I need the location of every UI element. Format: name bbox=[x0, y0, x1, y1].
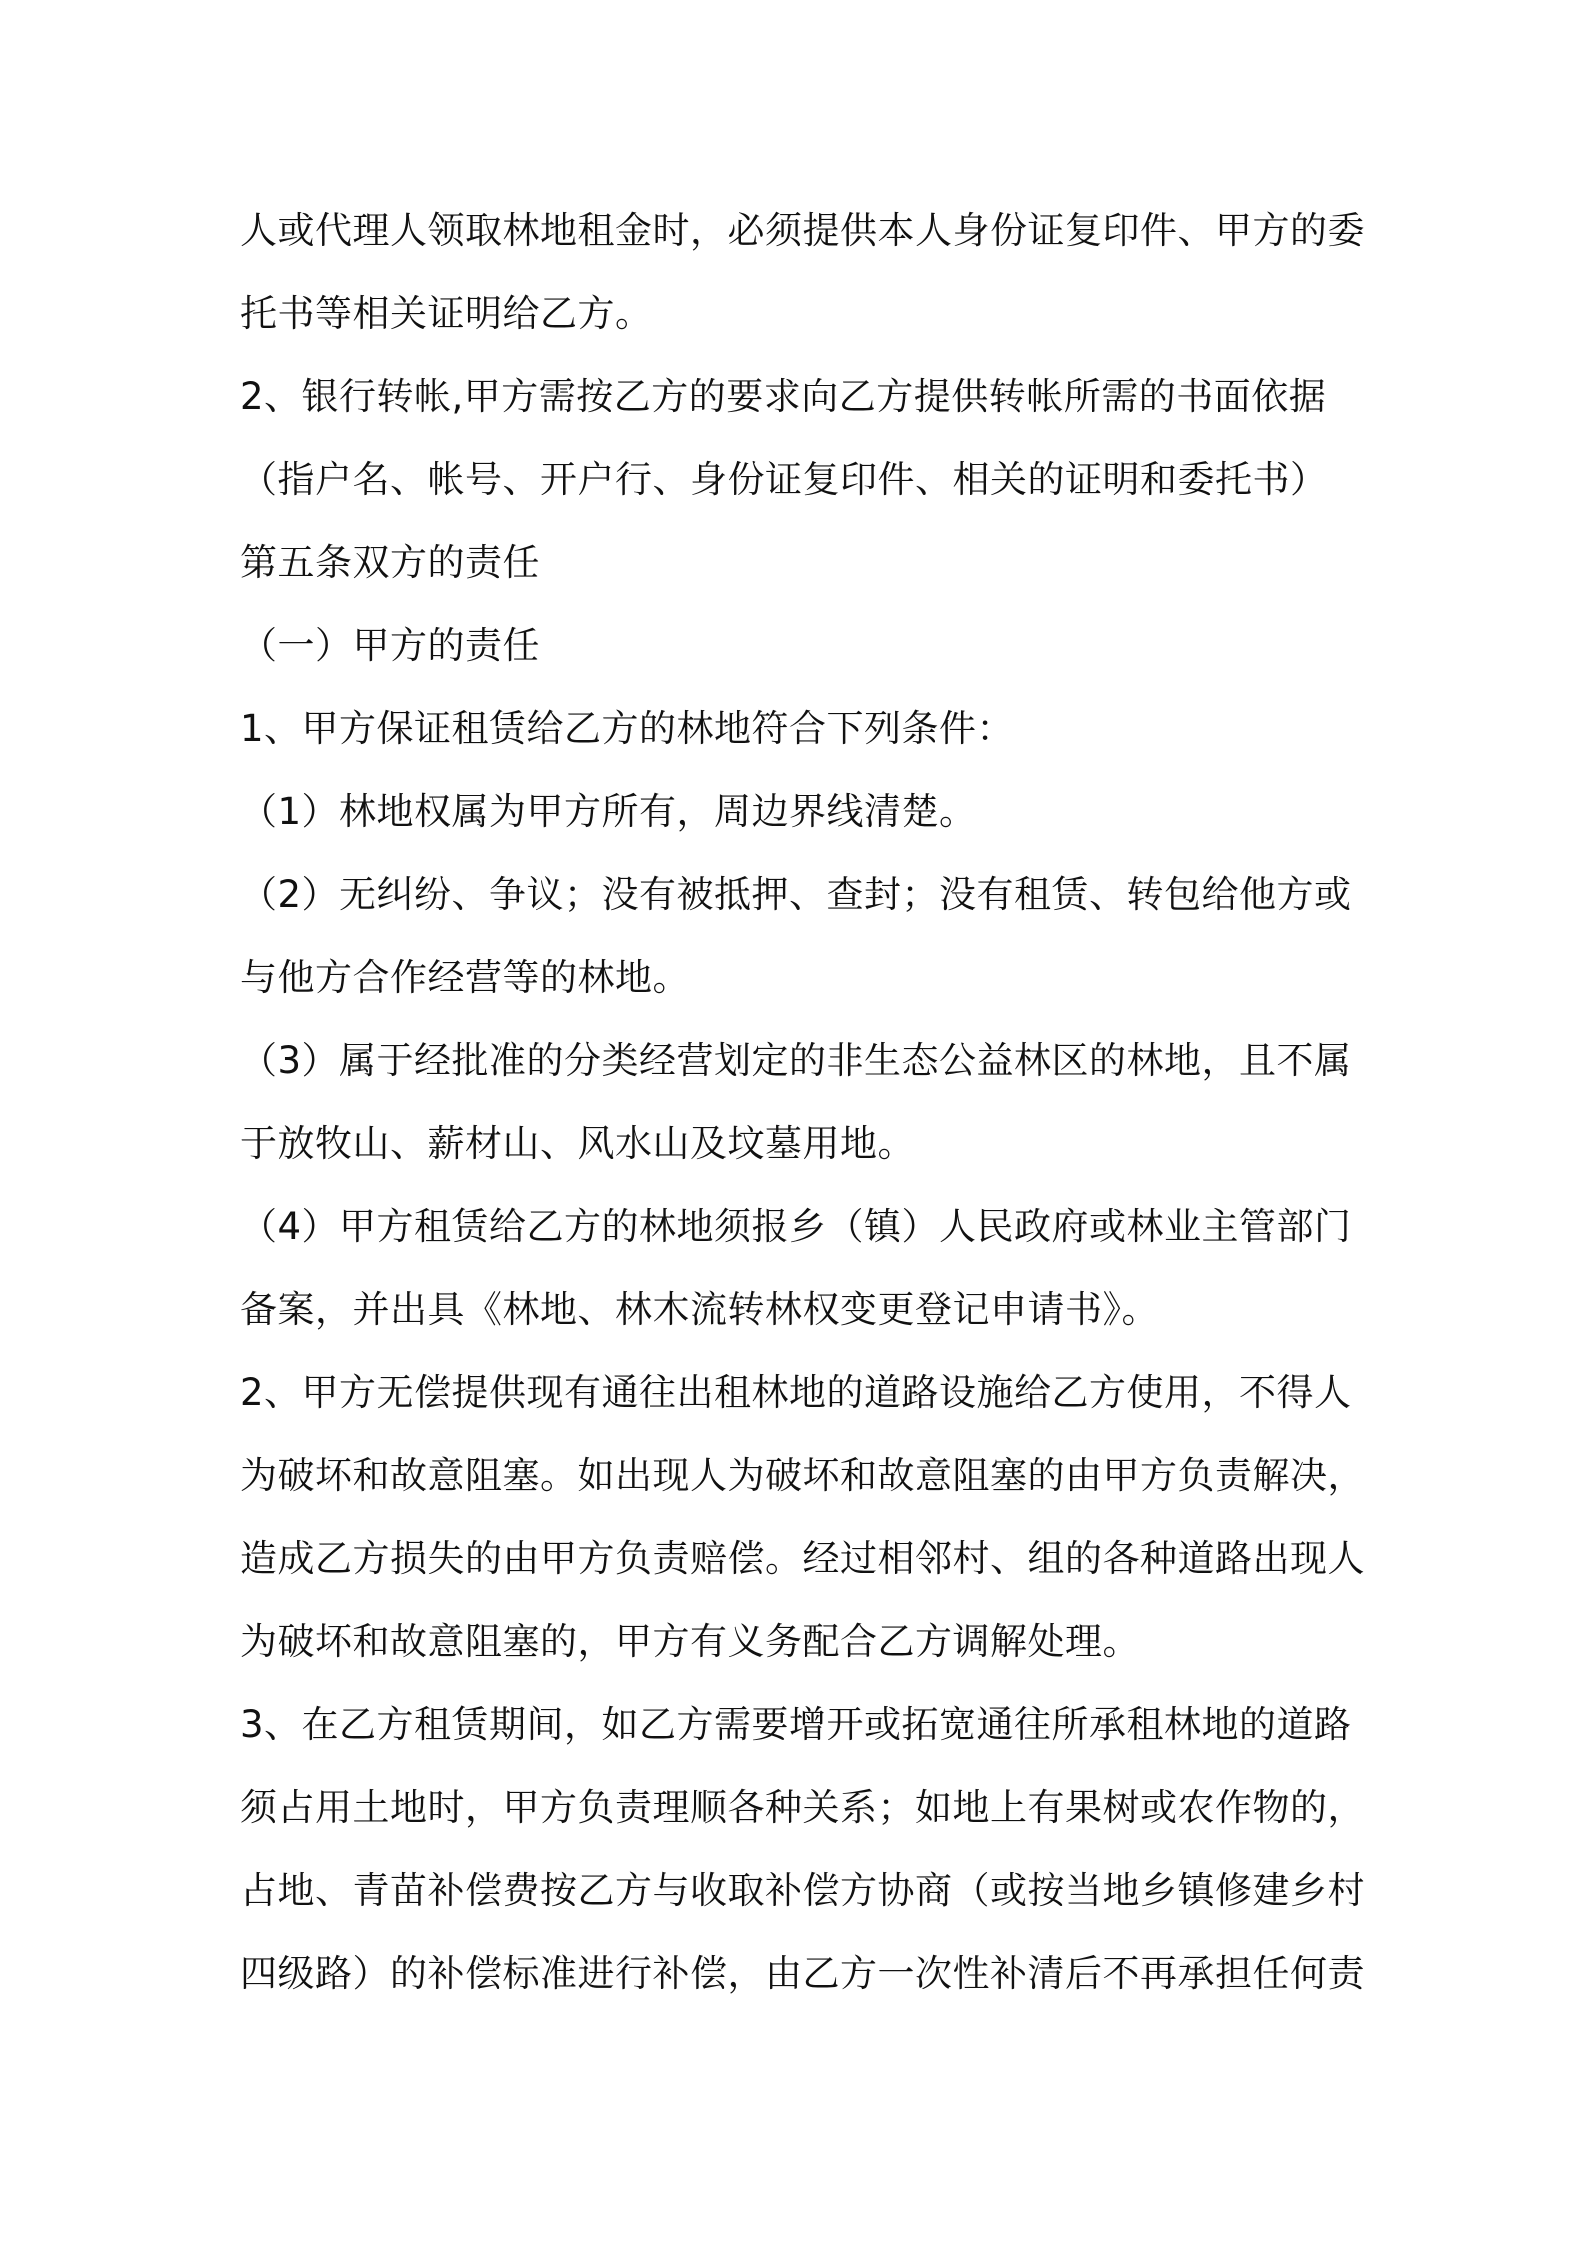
text-line: 占地、青苗补偿费按乙方与收取补偿方协商（或按当地乡镇修建乡村 bbox=[240, 1869, 1365, 1912]
text-line: 为破坏和故意阻塞。如出现人为破坏和故意阻塞的由甲方负责解决， bbox=[240, 1454, 1365, 1497]
text-line: 造成乙方损失的由甲方负责赔偿。经过相邻村、组的各种道路出现人 bbox=[240, 1537, 1365, 1580]
text-line: 托书等相关证明给乙方。 bbox=[240, 292, 653, 335]
text-line: （4）甲方租赁给乙方的林地须报乡（镇）人民政府或林业主管部门 bbox=[240, 1205, 1352, 1248]
text-line: （指户名、帐号、开户行、身份证复印件、相关的证明和委托书） bbox=[240, 458, 1328, 501]
text-line: 于放牧山、薪材山、风水山及坟墓用地。 bbox=[240, 1122, 915, 1165]
text-line: 为破坏和故意阻塞的，甲方有义务配合乙方调解处理。 bbox=[240, 1620, 1140, 1663]
text-line: （3）属于经批准的分类经营划定的非生态公益林区的林地，且不属 bbox=[240, 1039, 1352, 1082]
text-line: （1）林地权属为甲方所有，周边界线清楚。 bbox=[240, 790, 977, 833]
text-line: 四级路）的补偿标准进行补偿，由乙方一次性补清后不再承担任何责 bbox=[240, 1952, 1365, 1995]
section-heading: 第五条双方的责任 bbox=[240, 541, 540, 584]
text-line: 2、甲方无偿提供现有通往出租林地的道路设施给乙方使用，不得人 bbox=[240, 1371, 1352, 1414]
text-line: 人或代理人领取林地租金时，必须提供本人身份证复印件、甲方的委 bbox=[240, 209, 1365, 252]
text-line: 3、在乙方租赁期间，如乙方需要增开或拓宽通往所承租林地的道路 bbox=[240, 1703, 1352, 1746]
subsection-heading: （一）甲方的责任 bbox=[240, 624, 540, 667]
text-line: 须占用土地时，甲方负责理顺各种关系；如地上有果树或农作物的， bbox=[240, 1786, 1365, 1829]
text-line: 1、甲方保证租赁给乙方的林地符合下列条件： bbox=[240, 707, 1015, 750]
text-line: 备案，并出具《林地、林木流转林权变更登记申请书》。 bbox=[240, 1288, 1159, 1331]
text-line: （2）无纠纷、争议；没有被抵押、查封；没有租赁、转包给他方或 bbox=[240, 873, 1352, 916]
text-line: 与他方合作经营等的林地。 bbox=[240, 956, 690, 999]
text-line: 2、银行转帐,甲方需按乙方的要求向乙方提供转帐所需的书面依据 bbox=[240, 375, 1327, 418]
